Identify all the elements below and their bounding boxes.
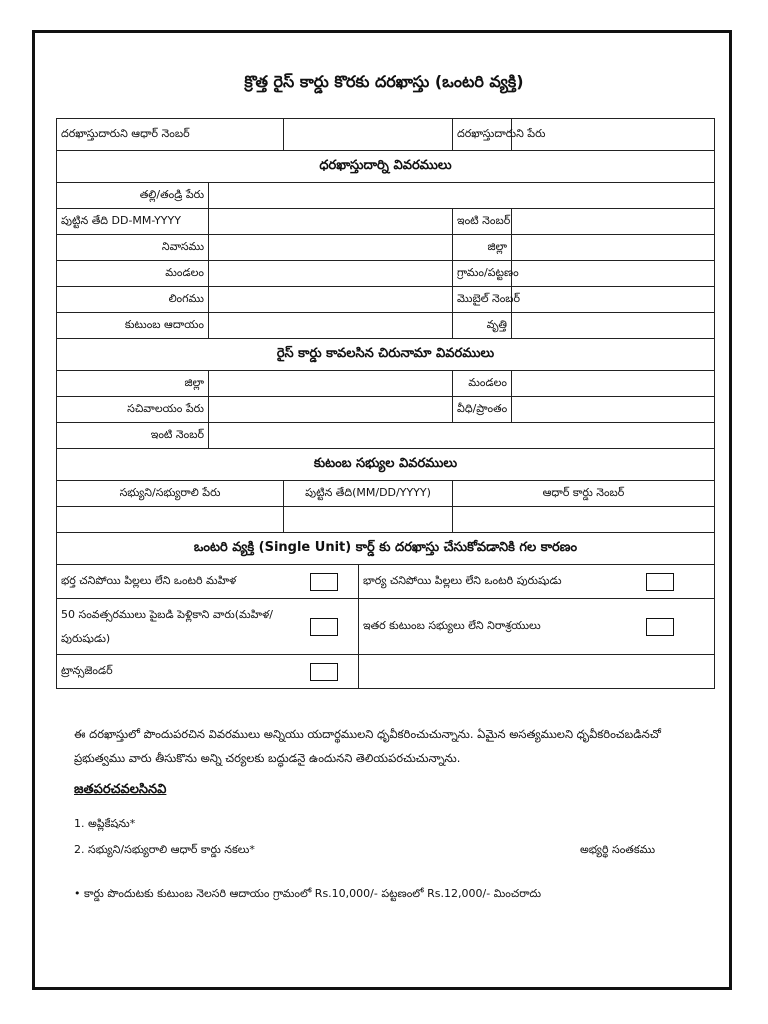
member-dob-column-header: పుట్టిన తేది(MM/DD/YYYY)	[284, 481, 453, 507]
member-aadhaar-field[interactable]	[453, 507, 715, 533]
mobile-label: మొబైల్ నెంబర్	[453, 287, 512, 313]
reason-destitute-label: ఇతర కుటుంబ సభ్యులు లేని నిరాశ్రయులు	[363, 618, 541, 632]
address-heading: రైస్ కార్డు కావలసిన చిరునామా వివరములు	[57, 339, 715, 371]
member-dob-field[interactable]	[284, 507, 453, 533]
member-aadhaar-column-header: ఆధార్ కార్డు నెంబర్	[453, 481, 715, 507]
reason-widow-checkbox[interactable]	[310, 573, 338, 591]
street-label: వీధి/ప్రాంతం	[453, 397, 512, 423]
occupation-field[interactable]	[512, 313, 715, 339]
parent-name-field[interactable]	[209, 183, 715, 209]
reason-widow-cell	[57, 565, 359, 599]
reason-transgender-cell	[57, 655, 359, 689]
address-mandal-field[interactable]	[512, 371, 715, 397]
mandal-field[interactable]	[209, 261, 453, 287]
declaration-text: ఈ దరఖాస్తులో పొందుపరచిన వివరములు అన్నియు యదార్థములని ధృవీకరించుచున్నాను. ఏమైన అసత్యములని ధృవీకరించబడినచో ప్రభుత్వము వారు తీసుకొను అన్ని చర్యలకు బద్ధుడనై ఉందునని తెలియపరచుచున్నాను.	[74, 727, 661, 765]
reason-widower-cell	[359, 565, 715, 599]
reason-unmarried-cell	[57, 599, 359, 655]
address-district-label: జిల్లా	[57, 371, 209, 397]
applicant-name-label: దరఖాస్తుదారుని పేరు	[453, 119, 512, 151]
details-heading: ధరఖాస్తుదార్ని వివరములు	[57, 151, 715, 183]
form-title: క్రొత్త రైస్ కార్డు కొరకు దరఖాస్తు (ఒంటరి వ్యక్తి)	[244, 72, 524, 91]
address-house-no-field[interactable]	[209, 423, 715, 449]
parent-name-label: తల్లి/తండ్రి పేరు	[57, 183, 209, 209]
gender-label: లింగము	[57, 287, 209, 313]
district-label: జిల్లా	[453, 235, 512, 261]
reason-widower-label: భార్య చనిపోయి పిల్లలు లేని ఒంటరి పురుషుడు	[363, 573, 562, 587]
address-mandal-label: మండలం	[453, 371, 512, 397]
gender-field[interactable]	[209, 287, 453, 313]
residence-field[interactable]	[209, 235, 453, 261]
reason-transgender-checkbox[interactable]	[310, 663, 338, 681]
residence-label: నివాసము	[57, 235, 209, 261]
signature-label: అభ్యర్థి సంతకము	[580, 843, 656, 856]
member-name-column-header: సభ్యుని/సభ్యురాలి పేరు	[57, 481, 284, 507]
dob-label: పుట్టిన తేది DD-MM-YYYY	[57, 209, 209, 235]
district-field[interactable]	[512, 235, 715, 261]
house-no-label: ఇంటి నెంబర్	[453, 209, 512, 235]
income-footnote: • కార్డు పొందుటకు కుటుంబ నెలసరి ఆదాయం గ్రామంలో Rs.10,000/- పట్టణంలో Rs.12,000/- మించరాదు	[74, 887, 542, 900]
address-district-field[interactable]	[209, 371, 453, 397]
secretariat-label: సచివాలయం పేరు	[57, 397, 209, 423]
mobile-field[interactable]	[512, 287, 715, 313]
house-no-field[interactable]	[512, 209, 715, 235]
reason-destitute-checkbox[interactable]	[646, 618, 674, 636]
attachment-item-1: 1. అప్లికేషను*	[74, 817, 136, 830]
reason-widower-checkbox[interactable]	[646, 573, 674, 591]
member-name-field[interactable]	[57, 507, 284, 533]
dob-field[interactable]	[209, 209, 453, 235]
family-member-row	[57, 507, 715, 533]
reason-widow-label: భర్త చనిపోయి పిల్లలు లేని ఒంటరి మహిళ	[61, 573, 237, 587]
income-field[interactable]	[209, 313, 453, 339]
address-house-no-label: ఇంటి నెంబర్	[57, 423, 209, 449]
reason-empty-cell	[359, 655, 715, 689]
reason-unmarried-label: 50 సంవత్సరములు పైబడి పెళ్లికాని వారు(మహిళ/పురుషుడు)	[61, 607, 273, 645]
attachments-heading: జతపరచవలసినవి	[74, 782, 167, 797]
family-heading: కుటంబ సభ్యుల వివరములు	[57, 449, 715, 481]
secretariat-field[interactable]	[209, 397, 453, 423]
reason-transgender-label: ట్రాన్సజెండర్	[61, 663, 113, 677]
income-label: కుటుంబ ఆదాయం	[57, 313, 209, 339]
reason-heading: ఒంటరి వ్యక్తి (Single Unit) కార్డ్ కు దరఖాస్తు చేసుకోవడానికి గల కారణం	[57, 533, 715, 565]
aadhaar-value-field[interactable]	[284, 119, 453, 151]
reason-unmarried-checkbox[interactable]	[310, 618, 338, 636]
occupation-label: వృత్తి	[453, 313, 512, 339]
attachment-item-2: 2. సభ్యుని/సభ్యురాలి ఆధార్ కార్డు నకలు*	[74, 843, 255, 856]
applicant-row	[57, 119, 715, 151]
aadhaar-label: దరఖాస్తుదారుని ఆధార్ నెంబర్	[57, 119, 284, 151]
mandal-label: మండలం	[57, 261, 209, 287]
street-field[interactable]	[512, 397, 715, 423]
village-field[interactable]	[512, 261, 715, 287]
village-label: గ్రామం/పట్టణం	[453, 261, 512, 287]
application-form-table	[56, 118, 715, 689]
reason-destitute-cell	[359, 599, 715, 655]
